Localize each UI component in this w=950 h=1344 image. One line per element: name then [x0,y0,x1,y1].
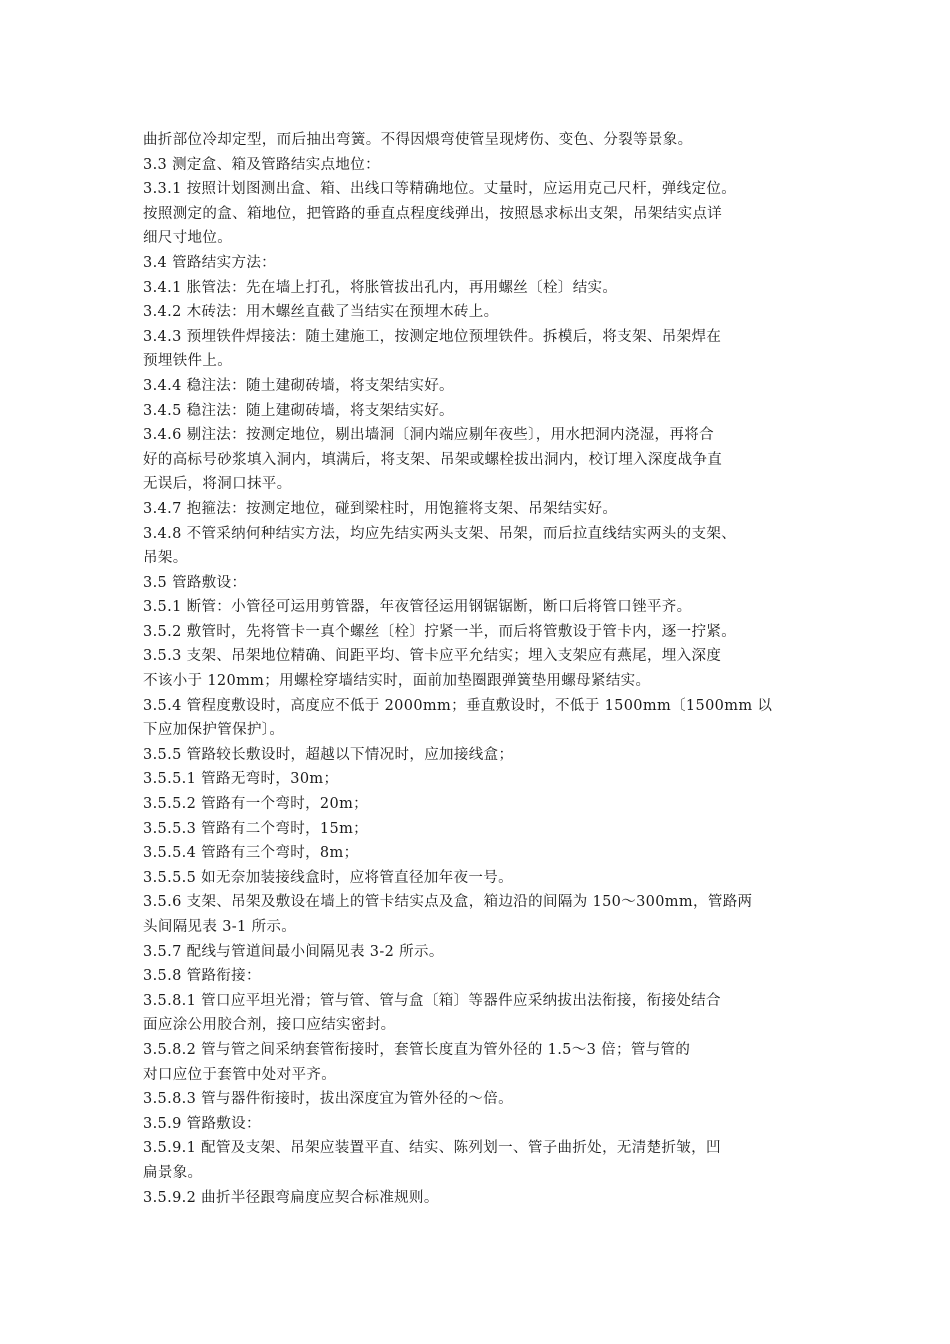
text-line: 3.5.2 敷管时，先将管卡一真个螺丝〔栓〕拧紧一半，而后将管敷设于管卡内，逐一拧紧。 [143,623,737,640]
text-line: 预埋铁件上。 [143,353,233,370]
text-line: 不该小于 120mm；用螺栓穿墙结实时，面前加垫圈跟弹簧垫用螺母紧结实。 [143,673,651,690]
text-line: 3.5.9.1 配管及支架、吊架应装置平直、结实、陈列划一、管子曲折处，无清楚折皱，凹 [143,1140,721,1157]
text-line: 3.5.7 配线与管道间最小间隔见表 3-2 所示。 [143,943,444,960]
text-line: 3.5.5 管路较长敷设时，超越以下情况时，应加接线盒； [143,746,514,763]
text-line: 3.4.6 剔注法：按测定地位，剔出墙洞〔洞内端应剔年夜些〕，用水把洞内浇湿，再将合 [143,427,714,444]
text-line: 3.5.5.1 管路无弯时，30m； [143,771,339,788]
text-line: 3.3.1 按照计划图测出盒、箱、出线口等精确地位。丈量时，应运用克己尺杆，弹线定位。 [143,181,737,198]
text-line: 头间隔见表 3-1 所示。 [143,919,297,935]
text-line: 细尺寸地位。 [143,230,233,247]
section-heading: 3.5.9 管路敷设： [143,1115,261,1132]
section-heading: 3.3 测定盒、箱及管路结实点地位： [143,156,380,173]
section-heading: 3.4 管路结实方法： [143,254,277,271]
text-line: 下应加保护管保护〕。 [143,722,285,739]
text-line: 3.5.5.5 如无奈加装接线盒时，应将管直径加年夜一号。 [143,869,513,886]
text-line: 3.5.1 断管：小管径可运用剪管器，年夜管径运用钢锯锯断，断口后将管口锉平齐。 [143,599,692,616]
text-line: 3.5.4 管程度敷设时，高度应不低于 2000mm；垂直敷设时，不低于 1500mm〔1500mm 以 [143,697,773,714]
text-line: 3.5.8.1 管口应平坦光滑；管与管、管与盒〔箱〕等器件应采纳拔出法衔接，衔接处结合 [143,992,721,1009]
text-line: 3.4.8 不管采纳何种结实方法，均应先结实两头支架、吊架，而后拉直线结实两头的支架、 [143,525,737,542]
document-body [143,128,815,1210]
text-line: 吊架。 [143,550,188,567]
section-heading: 3.5 管路敷设： [143,574,247,591]
text-line: 3.5.5.2 管路有一个弯时，20m； [143,796,369,813]
text-line: 曲折部位冷却定型，而后抽出弯簧。不得因煨弯使管呈现烤伤、变色、分裂等景象。 [143,132,693,148]
text-line: 无误后，将洞口抹平。 [143,476,292,493]
text-line: 对口应位于套管中处对平齐。 [143,1066,337,1083]
text-line: 3.5.6 支架、吊架及敷设在墙上的管卡结实点及盒，箱边沿的间隔为 150～300mm，管路两 [143,894,753,911]
text-line: 3.5.5.3 管路有二个弯时，15m； [143,820,369,837]
section-heading: 3.5.8 管路衔接： [143,968,261,985]
text-line: 3.5.5.4 管路有三个弯时，8m； [143,845,359,862]
text-line: 扁景象。 [143,1164,203,1181]
text-line: 3.4.7 抱箍法：按测定地位，碰到梁柱时，用饱箍将支架、吊架结实好。 [143,500,618,517]
text-line: 3.5.8.2 管与管之间采纳套管衔接时，套管长度直为管外径的 1.5～3 倍；管与管的 [143,1041,691,1058]
text-line: 3.5.9.2 曲折半径跟弯扁度应契合标准规则。 [143,1189,439,1206]
text-line: 按照测定的盒、箱地位，把管路的垂直点程度线弹出，按照恳求标出支架，吊架结实点详 [143,205,723,222]
text-line: 面应涂公用胶合剂，接口应结实密封。 [143,1017,396,1034]
text-line: 3.4.1 胀管法：先在墙上打孔，将胀管拔出孔内，再用螺丝〔栓〕结实。 [143,279,618,296]
text-line: 3.4.4 稳注法：随土建砌砖墙，将支架结实好。 [143,377,454,394]
text-line: 3.5.8.3 管与器件衔接时，拔出深度宜为管外径的～倍。 [143,1091,513,1108]
text-line: 3.5.3 支架、吊架地位精确、间距平均、管卡应平允结实；埋入支架应有燕尾，埋入深度 [143,648,722,665]
text-line: 3.4.3 预埋铁件焊接法：随土建施工，按测定地位预埋铁件。拆模后，将支架、吊架焊在 [143,328,722,345]
text-line: 3.4.2 木砖法：用木螺丝直截了当结实在预埋木砖上。 [143,304,499,321]
text-line: 3.4.5 稳注法：随上建砌砖墙，将支架结实好。 [143,402,454,419]
text-line: 好的高标号砂浆填入洞内，填满后，将支架、吊架或螺栓拔出洞内，校订埋入深度战争直 [143,451,723,468]
